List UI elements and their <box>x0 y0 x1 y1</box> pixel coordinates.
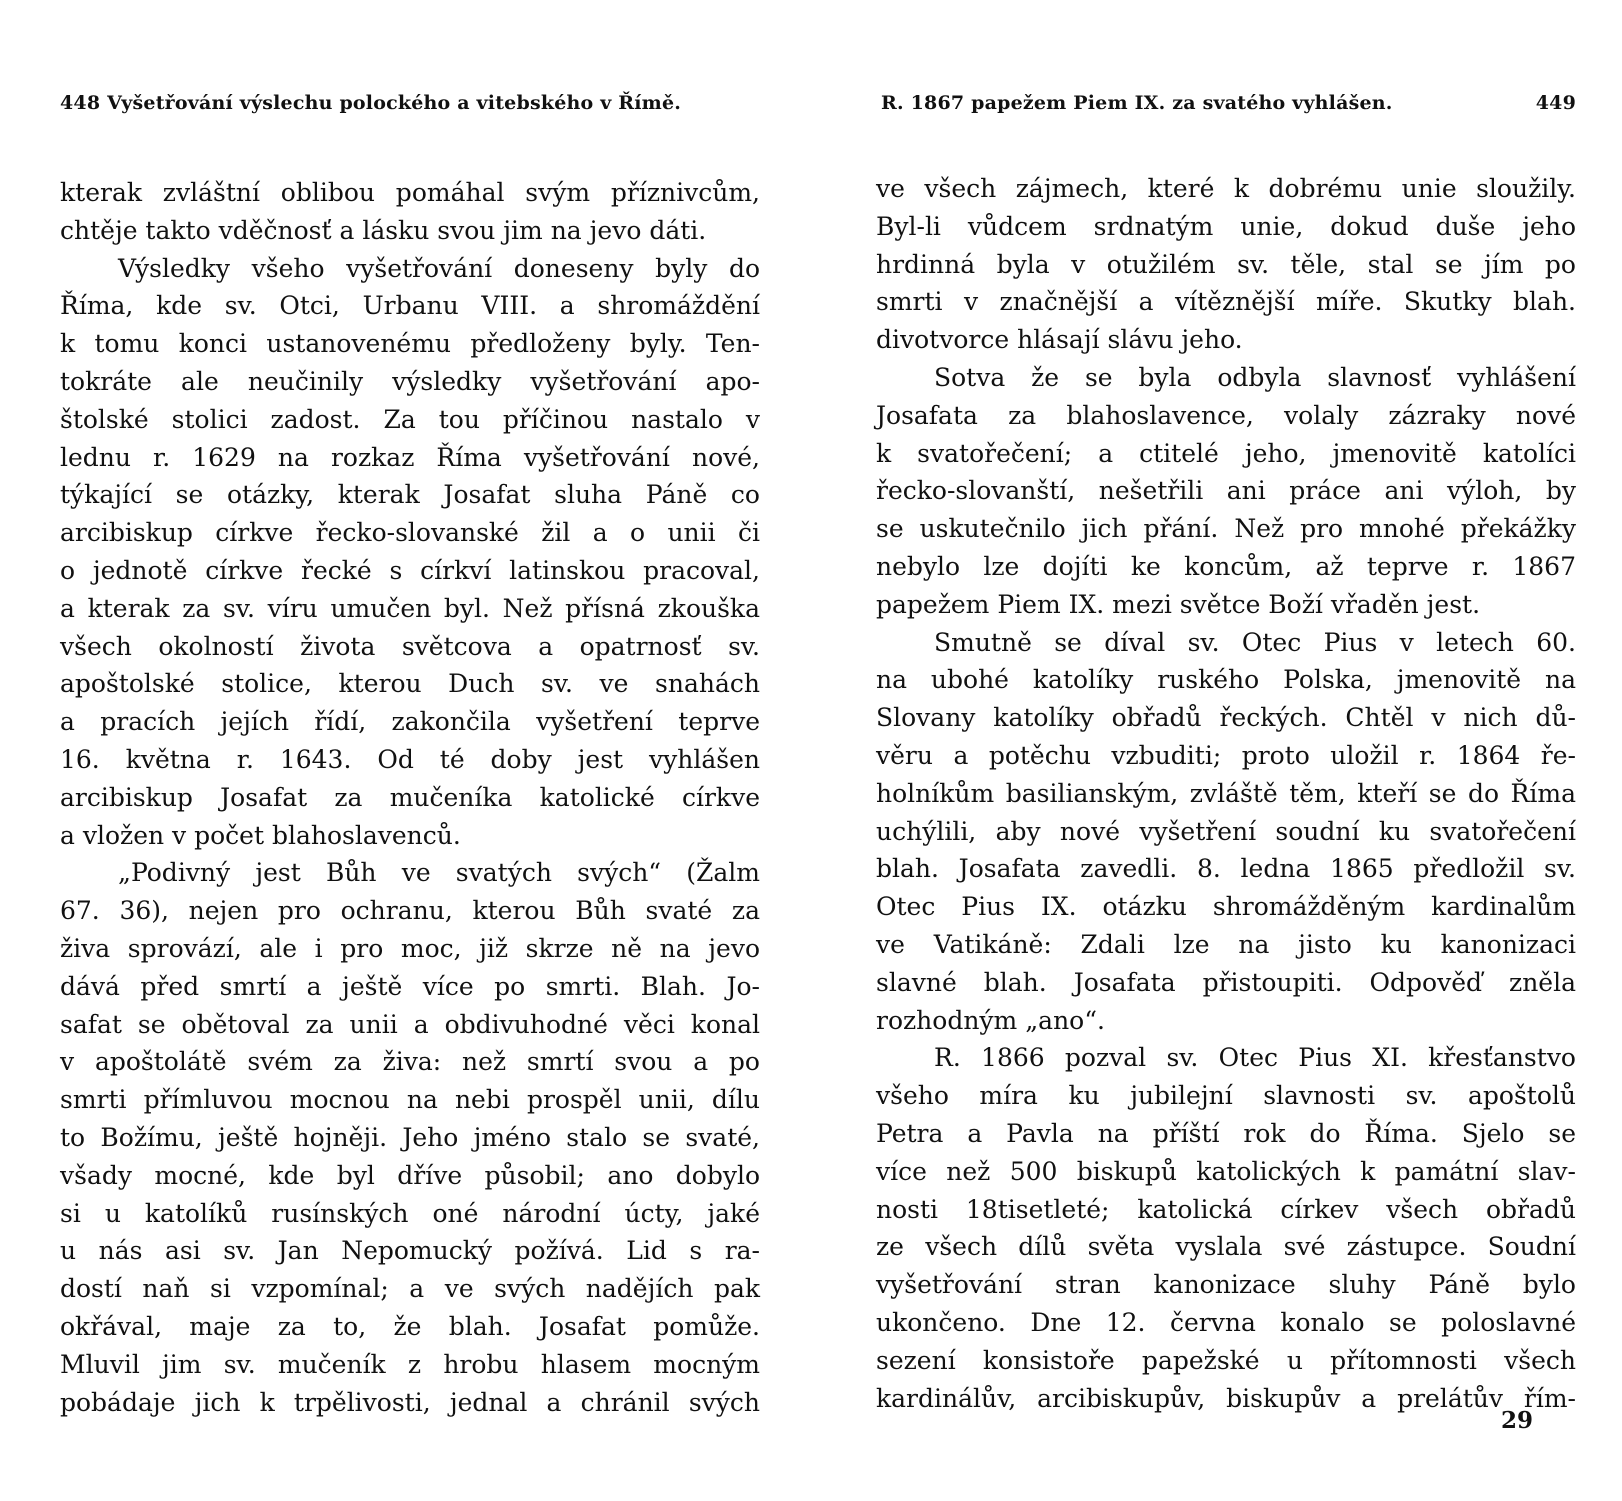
text-line: Otec Pius IX. otázku shromážděným kardinalům <box>876 892 1576 922</box>
text-line: ze všech dílů světa vyslala své zástupce. Soudní <box>876 1232 1576 1262</box>
text-line: chtěje takto vděčnosť a lásku svou jim na jevo dáti. <box>60 215 707 245</box>
text-line: u nás asi sv. Jan Nepomucký požívá. Lid s ra- <box>60 1236 760 1266</box>
left-running-title: Vyšetřování výslechu polockého a vitebského v Římě. <box>107 92 682 114</box>
text-line: k svatořečení; a ctitelé jeho, jmenovitě katolíci <box>876 438 1576 468</box>
text-line: sezení konsistoře papežské u přítomnosti všech <box>876 1345 1576 1375</box>
text-line: živa sprovází, ale i pro moc, již skrze ně na jevo <box>60 933 760 963</box>
text-line: ukončeno. Dne 12. června konalo se poloslavné <box>876 1307 1576 1337</box>
text-line: dostí naň si vzpomínal; a ve svých nadějích pak <box>60 1274 760 1304</box>
text-line: Petra a Pavla na příští rok do Říma. Sjelo se <box>876 1118 1576 1148</box>
text-line: holníkům basilianským, zvláště těm, kteří se do Říma <box>876 778 1576 808</box>
text-line: nebylo lze dojíti ke koncům, až teprve r. 1867 <box>876 551 1576 581</box>
right-page-body <box>876 170 1576 1417</box>
text-line: k tomu konci ustanovenému předloženy byly. Ten- <box>60 329 760 359</box>
text-line: dává před smrtí a ještě více po smrti. Blah. Jo- <box>60 971 760 1001</box>
text-line: věru a potěchu vzbuditi; proto uložil r. 1864 ře- <box>876 740 1576 770</box>
text-line: v apoštolátě svém za živa: než smrtí svou a po <box>60 1047 760 1077</box>
text-line: o jednotě církve řecké s církví latinskou pracoval, <box>60 555 760 585</box>
left-page-number: 448 <box>60 92 101 114</box>
text-line: pobádaje jich k trpělivosti, jednal a chránil svých <box>60 1387 760 1417</box>
signature-mark: 29 <box>1501 1407 1534 1434</box>
text-line: Josafata za blahoslavence, volaly zázraky nové <box>876 400 1576 430</box>
text-line: více než 500 biskupů katolických k památní slav- <box>876 1156 1576 1186</box>
text-line: Smutně se díval sv. Otec Pius v letech 60. <box>934 627 1576 657</box>
text-line: všech okolností života světcova a opatrnosť sv. <box>60 631 760 661</box>
text-line: si u katolíků rusínských oné národní úcty, jaké <box>60 1198 760 1228</box>
text-line: R. 1866 pozval sv. Otec Pius XI. křesťanstvo <box>934 1043 1576 1073</box>
text-line: rozhodným „ano“. <box>876 1005 1105 1035</box>
left-page-body <box>60 174 760 1421</box>
right-page-number: 449 <box>1535 92 1576 114</box>
text-line: všeho míra ku jubilejní slavnosti sv. apoštolů <box>876 1081 1576 1111</box>
text-line: se uskutečnilo jich přání. Než pro mnohé překážky <box>876 514 1576 544</box>
text-line: lednu r. 1629 na rozkaz Říma vyšetřování nové, <box>60 442 760 472</box>
text-line: papežem Piem IX. mezi světce Boží vřaděn jest. <box>876 589 1481 619</box>
text-line: kardinálův, arcibiskupův, biskupův a prelátův řím- <box>876 1383 1576 1413</box>
text-line: Říma, kde sv. Otci, Urbanu VIII. a shromáždění <box>60 291 760 321</box>
right-running-title: R. 1867 papežem Piem IX. za svatého vyhlášen. <box>881 92 1393 114</box>
text-line: a pracích jejích řídí, zakončila vyšetření teprve <box>60 707 760 737</box>
text-line: uchýlili, aby nové vyšetření soudní ku svatořečení <box>876 816 1576 846</box>
text-line: divotvorce hlásají slávu jeho. <box>876 325 1243 355</box>
text-line: Mluvil jim sv. mučeník z hrobu hlasem mocným <box>60 1349 760 1379</box>
text-line: hrdinná byla v otužilém sv. těle, stal se jím po <box>876 249 1576 279</box>
text-line: apoštolské stolice, kterou Duch sv. ve snahách <box>60 669 760 699</box>
text-line: blah. Josafata zavedli. 8. ledna 1865 předložil sv. <box>876 854 1576 884</box>
text-line: arcibiskup církve řecko-slovanské žil a o unii či <box>60 518 760 548</box>
right-page <box>811 0 1622 1501</box>
text-line: a kterak za sv. víru umučen byl. Než přísná zkouška <box>60 593 760 623</box>
text-line: řecko-slovanští, nešetřili ani práce ani výloh, by <box>876 476 1576 506</box>
text-line: kterak zvláštní oblibou pomáhal svým příznivcům, <box>60 178 760 207</box>
text-line: ve Vatikáně: Zdali lze na jisto ku kanonizaci <box>876 929 1576 959</box>
text-line: okřával, maje za to, že blah. Josafat pomůže. <box>60 1311 760 1341</box>
text-line: Výsledky všeho vyšetřování doneseny byly do <box>118 253 760 283</box>
text-line: ve všech zájmech, které k dobrému unie sloužily. <box>876 174 1576 203</box>
text-line: nosti 18tisetleté; katolická církev všech obřadů <box>876 1194 1576 1224</box>
text-line: a vložen v počet blahoslavenců. <box>60 820 461 850</box>
text-line: štolské stolici zadost. Za tou příčinou nastalo v <box>60 404 760 434</box>
text-line: na ubohé katolíky ruského Polska, jmenovitě na <box>876 665 1576 695</box>
text-line: vyšetřování stran kanonizace sluhy Páně bylo <box>876 1270 1576 1300</box>
text-line: safat se obětoval za unii a obdivuhodné věci konal <box>60 1009 760 1039</box>
text-line: arcibiskup Josafat za mučeníka katolické církve <box>60 782 760 812</box>
text-line: to Božímu, ještě hojněji. Jeho jméno stalo se svaté, <box>60 1122 760 1152</box>
text-line: smrti přímluvou mocnou na nebi prospěl unii, dílu <box>60 1085 760 1115</box>
text-line: tokráte ale neučinily výsledky vyšetřování apo- <box>60 366 760 396</box>
text-line: slavné blah. Josafata přistoupiti. Odpověď zněla <box>876 967 1576 997</box>
left-running-head <box>60 92 681 114</box>
text-line: 67. 36), nejen pro ochranu, kterou Bůh svaté za <box>60 896 760 926</box>
text-line: Byl-li vůdcem srdnatým unie, dokud duše jeho <box>876 211 1576 241</box>
right-running-head <box>881 92 1586 114</box>
text-line: „Podivný jest Bůh ve svatých svých“ (Žalm <box>118 858 760 888</box>
text-line: smrti v značnější a vítěznější míře. Skutky blah. <box>876 287 1576 317</box>
text-line: týkající se otázky, kterak Josafat sluha Páně co <box>60 480 760 510</box>
text-line: Slovany katolíky obřadů řeckých. Chtěl v nich dů- <box>876 703 1576 733</box>
text-line: 16. května r. 1643. Od té doby jest vyhlášen <box>60 744 760 774</box>
text-line: Sotva že se byla odbyla slavnosť vyhlášení <box>934 362 1576 392</box>
text-line: všady mocné, kde byl dříve působil; ano dobylo <box>60 1160 760 1190</box>
